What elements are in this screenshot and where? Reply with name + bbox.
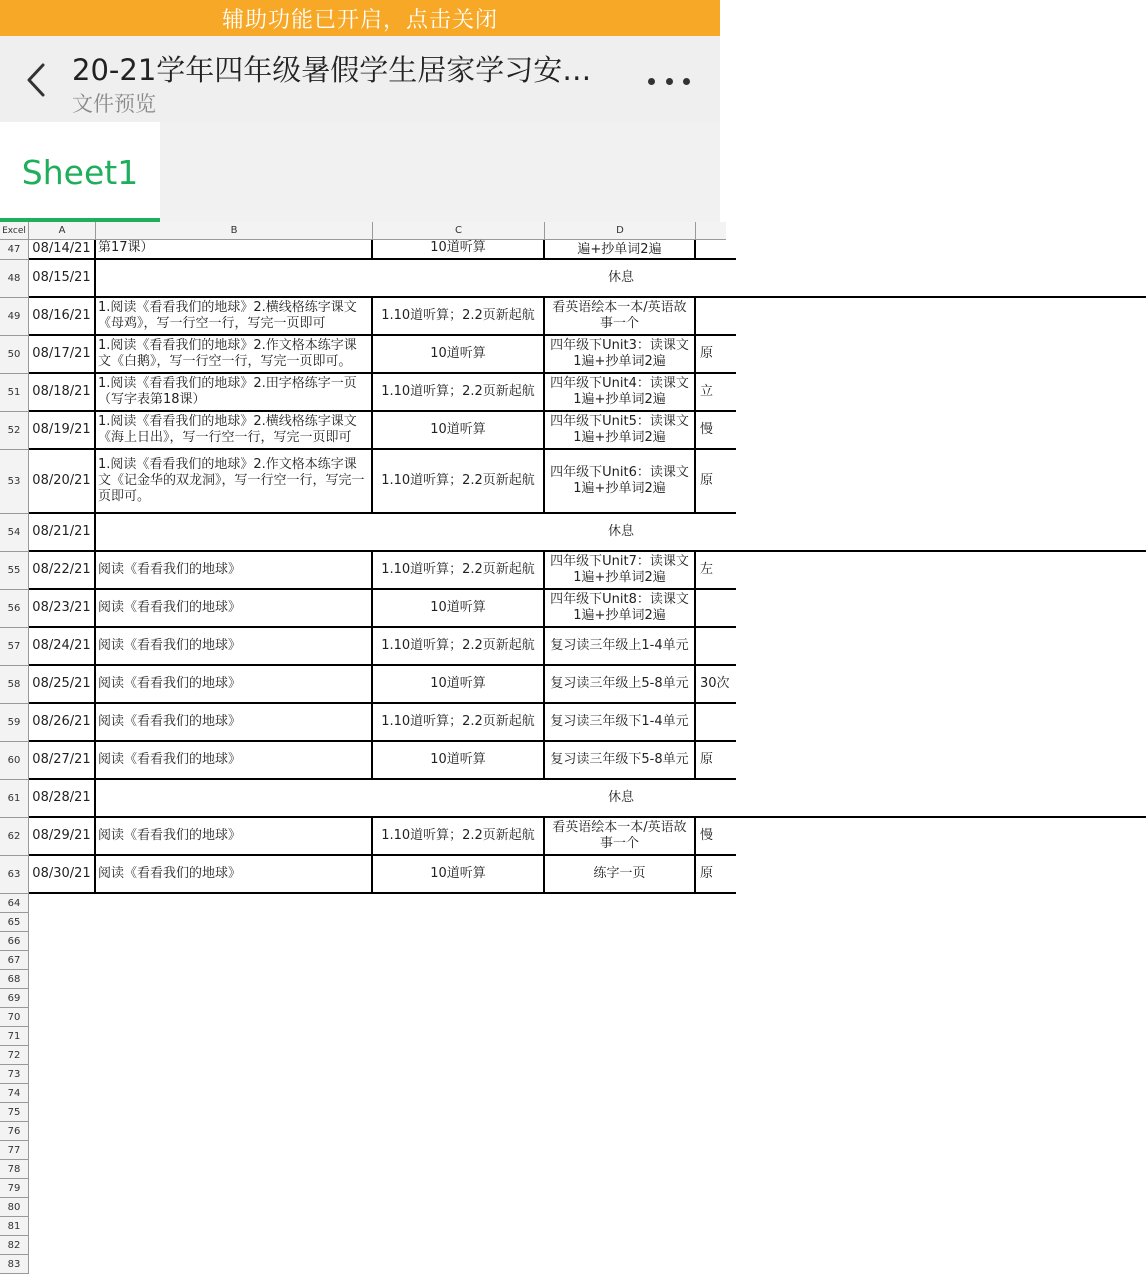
excel-corner-label: Excel — [0, 222, 29, 240]
row-number[interactable]: 76 — [0, 1122, 29, 1141]
row-number[interactable]: 69 — [0, 989, 29, 1008]
cell-english-task[interactable]: 看英语绘本一本/英语故事一个 — [545, 818, 696, 856]
cell-other-task[interactable] — [696, 240, 736, 260]
more-button[interactable] — [648, 66, 690, 96]
cell-english-task[interactable]: 复习读三年级下5-8单元 — [545, 742, 696, 780]
row-number[interactable]: 78 — [0, 1160, 29, 1179]
cell-date[interactable]: 08/19/21 — [29, 412, 96, 450]
row-number[interactable]: 65 — [0, 913, 29, 932]
cell-math-task[interactable]: 1.10道听算；2.2页新起航 — [373, 552, 545, 590]
cell-math-task[interactable]: 10道听算 — [373, 742, 545, 780]
cell-math-task[interactable]: 1.10道听算；2.2页新起航 — [373, 818, 545, 856]
row-number[interactable]: 63 — [0, 856, 29, 894]
cell-date[interactable]: 08/15/21 — [29, 260, 96, 298]
row-number[interactable]: 56 — [0, 590, 29, 628]
more-dots-icon — [648, 78, 655, 85]
spreadsheet-grid[interactable] — [0, 222, 730, 1280]
column-header-e[interactable] — [696, 222, 726, 240]
row-number[interactable]: 57 — [0, 628, 29, 666]
cell-chinese-task[interactable]: 阅读《看看我们的地球》 — [96, 666, 373, 704]
cell-other-task[interactable]: 慢 — [696, 818, 736, 856]
cell-other-task[interactable]: 立 — [696, 374, 736, 412]
cell-english-task[interactable]: 复习读三年级上1-4单元 — [545, 628, 696, 666]
cell-chinese-task[interactable]: 1.阅读《看看我们的地球》2.作文格本练字课文《记金华的双龙洞》，写一行空一行，写完一页即可。 — [96, 450, 373, 514]
cell-chinese-task[interactable]: 阅读《看看我们的地球》 — [96, 856, 373, 894]
row-number[interactable]: 74 — [0, 1084, 29, 1103]
cell-other-task[interactable]: 原 — [696, 856, 736, 894]
row-number[interactable]: 81 — [0, 1217, 29, 1236]
row-number[interactable]: 62 — [0, 818, 29, 856]
cell-date[interactable]: 08/28/21 — [29, 780, 96, 818]
row-number[interactable]: 51 — [0, 374, 29, 412]
cell-date[interactable]: 08/21/21 — [29, 514, 96, 552]
cell-math-task[interactable]: 10道听算 — [373, 590, 545, 628]
cell-other-task[interactable] — [696, 298, 736, 336]
cell-date[interactable]: 08/23/21 — [29, 590, 96, 628]
cell-date[interactable]: 08/20/21 — [29, 450, 96, 514]
chevron-left-icon — [25, 62, 47, 98]
cell-other-task[interactable]: 原 — [696, 742, 736, 780]
cell-english-task[interactable]: 四年级下Unit6：读课文1遍+抄单词2遍 — [545, 450, 696, 514]
cell-math-task[interactable]: 1.10道听算；2.2页新起航 — [373, 450, 545, 514]
cell-chinese-task[interactable]: 1.阅读《看看我们的地球》2.横线格练字课文《海上日出》，写一行空一行，写完一页即可 — [96, 412, 373, 450]
row-number[interactable]: 77 — [0, 1141, 29, 1160]
cell-rest[interactable]: 休息 — [96, 780, 1146, 818]
cell-english-task[interactable]: 四年级下Unit3：读课文1遍+抄单词2遍 — [545, 336, 696, 374]
row-number[interactable]: 53 — [0, 450, 29, 514]
document-subtitle: 文件预览 — [72, 92, 156, 116]
cell-english-task[interactable]: 四年级下Unit4：读课文1遍+抄单词2遍 — [545, 374, 696, 412]
cell-english-task[interactable]: 复习读三年级上5-8单元 — [545, 666, 696, 704]
cell-date[interactable]: 08/16/21 — [29, 298, 96, 336]
cell-date[interactable]: 08/26/21 — [29, 704, 96, 742]
cell-date[interactable]: 08/22/21 — [29, 552, 96, 590]
row-number[interactable]: 52 — [0, 412, 29, 450]
column-header-c[interactable]: C — [373, 222, 545, 240]
cell-math-task[interactable]: 1.10道听算；2.2页新起航 — [373, 704, 545, 742]
cell-date[interactable]: 08/25/21 — [29, 666, 96, 704]
cell-chinese-task[interactable]: 阅读《看看我们的地球》 — [96, 552, 373, 590]
row-number[interactable]: 75 — [0, 1103, 29, 1122]
column-header-d[interactable]: D — [545, 222, 696, 240]
cell-chinese-task[interactable]: 第17课） — [96, 240, 373, 260]
row-number[interactable]: 80 — [0, 1198, 29, 1217]
row-number[interactable]: 83 — [0, 1255, 29, 1274]
column-header-b[interactable]: B — [96, 222, 373, 240]
cell-english-task[interactable]: 遍+抄单词2遍 — [545, 240, 696, 260]
cell-other-task[interactable]: 原 — [696, 450, 736, 514]
cell-rest[interactable]: 休息 — [96, 260, 1146, 298]
cell-english-task[interactable]: 练字一页 — [545, 856, 696, 894]
cell-date[interactable]: 08/24/21 — [29, 628, 96, 666]
row-number[interactable]: 48 — [0, 260, 29, 298]
row-number[interactable]: 72 — [0, 1046, 29, 1065]
accessibility-banner[interactable]: 辅助功能已开启，点击关闭 — [0, 0, 720, 36]
cell-english-task[interactable]: 四年级下Unit7：读课文1遍+抄单词2遍 — [545, 552, 696, 590]
cell-date[interactable]: 08/18/21 — [29, 374, 96, 412]
cell-other-task[interactable]: 原 — [696, 336, 736, 374]
row-number[interactable]: 47 — [0, 240, 29, 260]
cell-chinese-task[interactable]: 1.阅读《看看我们的地球》2.横线格练字课文《母鸡》，写一行空一行，写完一页即可 — [96, 298, 373, 336]
cell-chinese-task[interactable]: 阅读《看看我们的地球》 — [96, 628, 373, 666]
top-bar — [0, 36, 720, 122]
row-number[interactable]: 60 — [0, 742, 29, 780]
row-number[interactable]: 49 — [0, 298, 29, 336]
cell-other-task[interactable] — [696, 628, 736, 666]
cell-english-task[interactable]: 四年级下Unit8：读课文1遍+抄单词2遍 — [545, 590, 696, 628]
back-button[interactable] — [18, 58, 54, 102]
cell-date[interactable]: 08/17/21 — [29, 336, 96, 374]
cell-chinese-task[interactable]: 1.阅读《看看我们的地球》2.作文格本练字课文《白鹅》，写一行空一行，写完一页即可。 — [96, 336, 373, 374]
cell-english-task[interactable]: 看英语绘本一本/英语故事一个 — [545, 298, 696, 336]
cell-english-task[interactable]: 复习读三年级下1-4单元 — [545, 704, 696, 742]
row-number[interactable]: 70 — [0, 1008, 29, 1027]
row-number[interactable]: 66 — [0, 932, 29, 951]
cell-math-task[interactable]: 10道听算 — [373, 336, 545, 374]
cell-math-task[interactable]: 10道听算 — [373, 240, 545, 260]
document-title: 20-21学年四年级暑假学生居家学习安… — [72, 53, 592, 87]
cell-other-task[interactable] — [696, 590, 736, 628]
row-number[interactable]: 58 — [0, 666, 29, 704]
cell-math-task[interactable]: 10道听算 — [373, 666, 545, 704]
cell-other-task[interactable]: 左 — [696, 552, 736, 590]
column-header-a[interactable]: A — [29, 222, 96, 240]
cell-math-task[interactable]: 10道听算 — [373, 412, 545, 450]
row-number[interactable]: 68 — [0, 970, 29, 989]
cell-date[interactable]: 08/14/21 — [29, 240, 96, 260]
cell-other-task[interactable] — [696, 704, 736, 742]
cell-math-task[interactable]: 10道听算 — [373, 856, 545, 894]
cell-english-task[interactable]: 四年级下Unit5：读课文1遍+抄单词2遍 — [545, 412, 696, 450]
row-number[interactable]: 61 — [0, 780, 29, 818]
cell-chinese-task[interactable]: 1.阅读《看看我们的地球》2.田字格练字一页（写字表第18课） — [96, 374, 373, 412]
row-number[interactable]: 54 — [0, 514, 29, 552]
row-number[interactable]: 71 — [0, 1027, 29, 1046]
row-number[interactable]: 59 — [0, 704, 29, 742]
cell-date[interactable]: 08/30/21 — [29, 856, 96, 894]
cell-math-task[interactable]: 1.10道听算；2.2页新起航 — [373, 374, 545, 412]
row-number[interactable]: 55 — [0, 552, 29, 590]
cell-chinese-task[interactable]: 阅读《看看我们的地球》 — [96, 742, 373, 780]
cell-math-task[interactable]: 1.10道听算；2.2页新起航 — [373, 628, 545, 666]
cell-other-task[interactable]: 30次 — [696, 666, 736, 704]
cell-rest[interactable]: 休息 — [96, 514, 1146, 552]
row-number[interactable]: 67 — [0, 951, 29, 970]
cell-date[interactable]: 08/27/21 — [29, 742, 96, 780]
cell-chinese-task[interactable]: 阅读《看看我们的地球》 — [96, 704, 373, 742]
row-number[interactable]: 82 — [0, 1236, 29, 1255]
tab-sheet1[interactable]: Sheet1 — [0, 122, 160, 222]
row-number[interactable]: 50 — [0, 336, 29, 374]
cell-other-task[interactable]: 慢 — [696, 412, 736, 450]
row-number[interactable]: 73 — [0, 1065, 29, 1084]
row-number[interactable]: 64 — [0, 894, 29, 913]
sheet-tab-bar — [0, 122, 720, 222]
row-number[interactable]: 79 — [0, 1179, 29, 1198]
cell-math-task[interactable]: 1.10道听算；2.2页新起航 — [373, 298, 545, 336]
cell-chinese-task[interactable]: 阅读《看看我们的地球》 — [96, 818, 373, 856]
cell-chinese-task[interactable]: 阅读《看看我们的地球》 — [96, 590, 373, 628]
cell-date[interactable]: 08/29/21 — [29, 818, 96, 856]
